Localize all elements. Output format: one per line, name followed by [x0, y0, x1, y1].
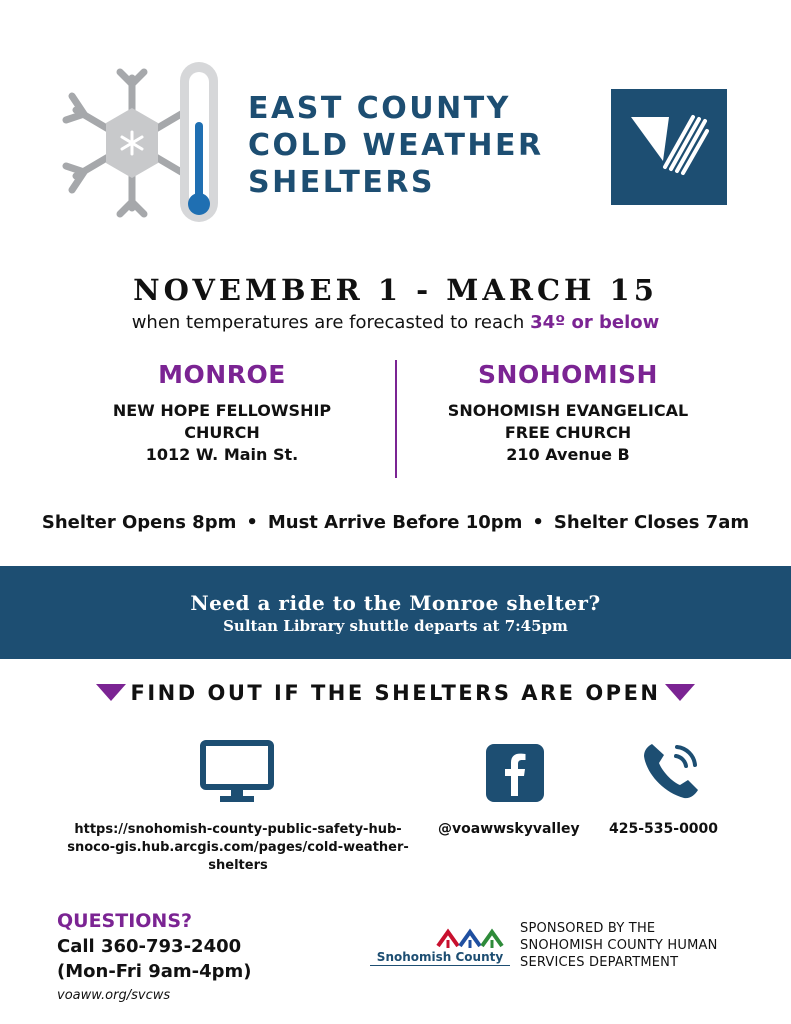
title-line: SHELTERS: [248, 165, 436, 200]
questions-website[interactable]: voaww.org/svcws: [57, 988, 171, 1003]
hours-open: Shelter Opens 8pm: [41, 512, 237, 533]
snowflake-thermometer-icon: [62, 58, 227, 233]
voa-logo-icon: [611, 89, 727, 205]
title-line: EAST COUNTY: [248, 91, 511, 126]
location-line: CHURCH: [184, 423, 260, 442]
page-title: [248, 90, 544, 201]
find-out-heading: [0, 681, 791, 705]
location-city: MONROE: [158, 360, 286, 389]
sponsor-line: SPONSORED BY THE: [520, 921, 656, 936]
county-logo-text: Snohomish County: [370, 950, 510, 966]
title-line: COLD WEATHER: [248, 128, 544, 163]
questions-hours: (Mon-Fri 9am-4pm): [57, 961, 252, 982]
location-line: NEW HOPE FELLOWSHIP: [112, 401, 332, 420]
voa-logo: [611, 89, 727, 205]
phone-number[interactable]: 425-535-0000: [609, 821, 719, 837]
find-out-text: FIND OUT IF THE SHELTERS ARE OPEN: [130, 681, 661, 705]
ride-subtitle: Sultan Library shuttle departs at 7:45pm: [223, 617, 568, 635]
website-link[interactable]: [62, 821, 414, 875]
monitor-icon: [200, 740, 274, 806]
sponsor-line: SNOHOMISH COUNTY HUMAN: [520, 938, 718, 953]
website-line: https://snohomish-county-public-safety-hub-: [74, 822, 402, 837]
date-range: NOVEMBER 1 - MARCH 15: [133, 273, 658, 307]
hours-separator: •: [246, 512, 258, 533]
location-snohomish: [403, 360, 733, 466]
ride-banner: [0, 566, 791, 659]
website-line: shelters: [208, 858, 268, 873]
questions-call[interactable]: Call 360-793-2400: [57, 936, 242, 957]
triangle-down-icon: [665, 684, 695, 701]
sponsor-line: SERVICES DEPARTMENT: [520, 955, 679, 970]
sponsor-text: [520, 920, 718, 971]
phone-icon[interactable]: [640, 738, 704, 802]
location-address: 1012 W. Main St.: [145, 445, 299, 464]
questions-block: [57, 908, 252, 1003]
hours-close: Shelter Closes 7am: [553, 512, 750, 533]
temperature-condition: [0, 312, 791, 333]
condition-highlight: 34º or below: [530, 312, 660, 333]
condition-text: when temperatures are forecasted to reach: [131, 312, 531, 333]
location-divider: [395, 360, 397, 478]
location-line: FREE CHURCH: [504, 423, 632, 442]
triangle-down-icon: [96, 684, 126, 701]
questions-title: QUESTIONS?: [57, 910, 193, 932]
location-city: SNOHOMISH: [478, 360, 658, 389]
facebook-icon[interactable]: [486, 744, 544, 802]
hours-separator: •: [532, 512, 544, 533]
website-line: snoco-gis.hub.arcgis.com/pages/cold-weather-: [67, 840, 409, 855]
ride-title: Need a ride to the Monroe shelter?: [190, 591, 601, 615]
hours-arrive: Must Arrive Before 10pm: [267, 512, 523, 533]
facebook-handle[interactable]: @voawwskyvalley: [438, 821, 580, 837]
location-address: 210 Avenue B: [506, 445, 630, 464]
shelter-hours: [0, 512, 791, 533]
location-line: SNOHOMISH EVANGELICAL: [447, 401, 689, 420]
location-monroe: [57, 360, 387, 466]
